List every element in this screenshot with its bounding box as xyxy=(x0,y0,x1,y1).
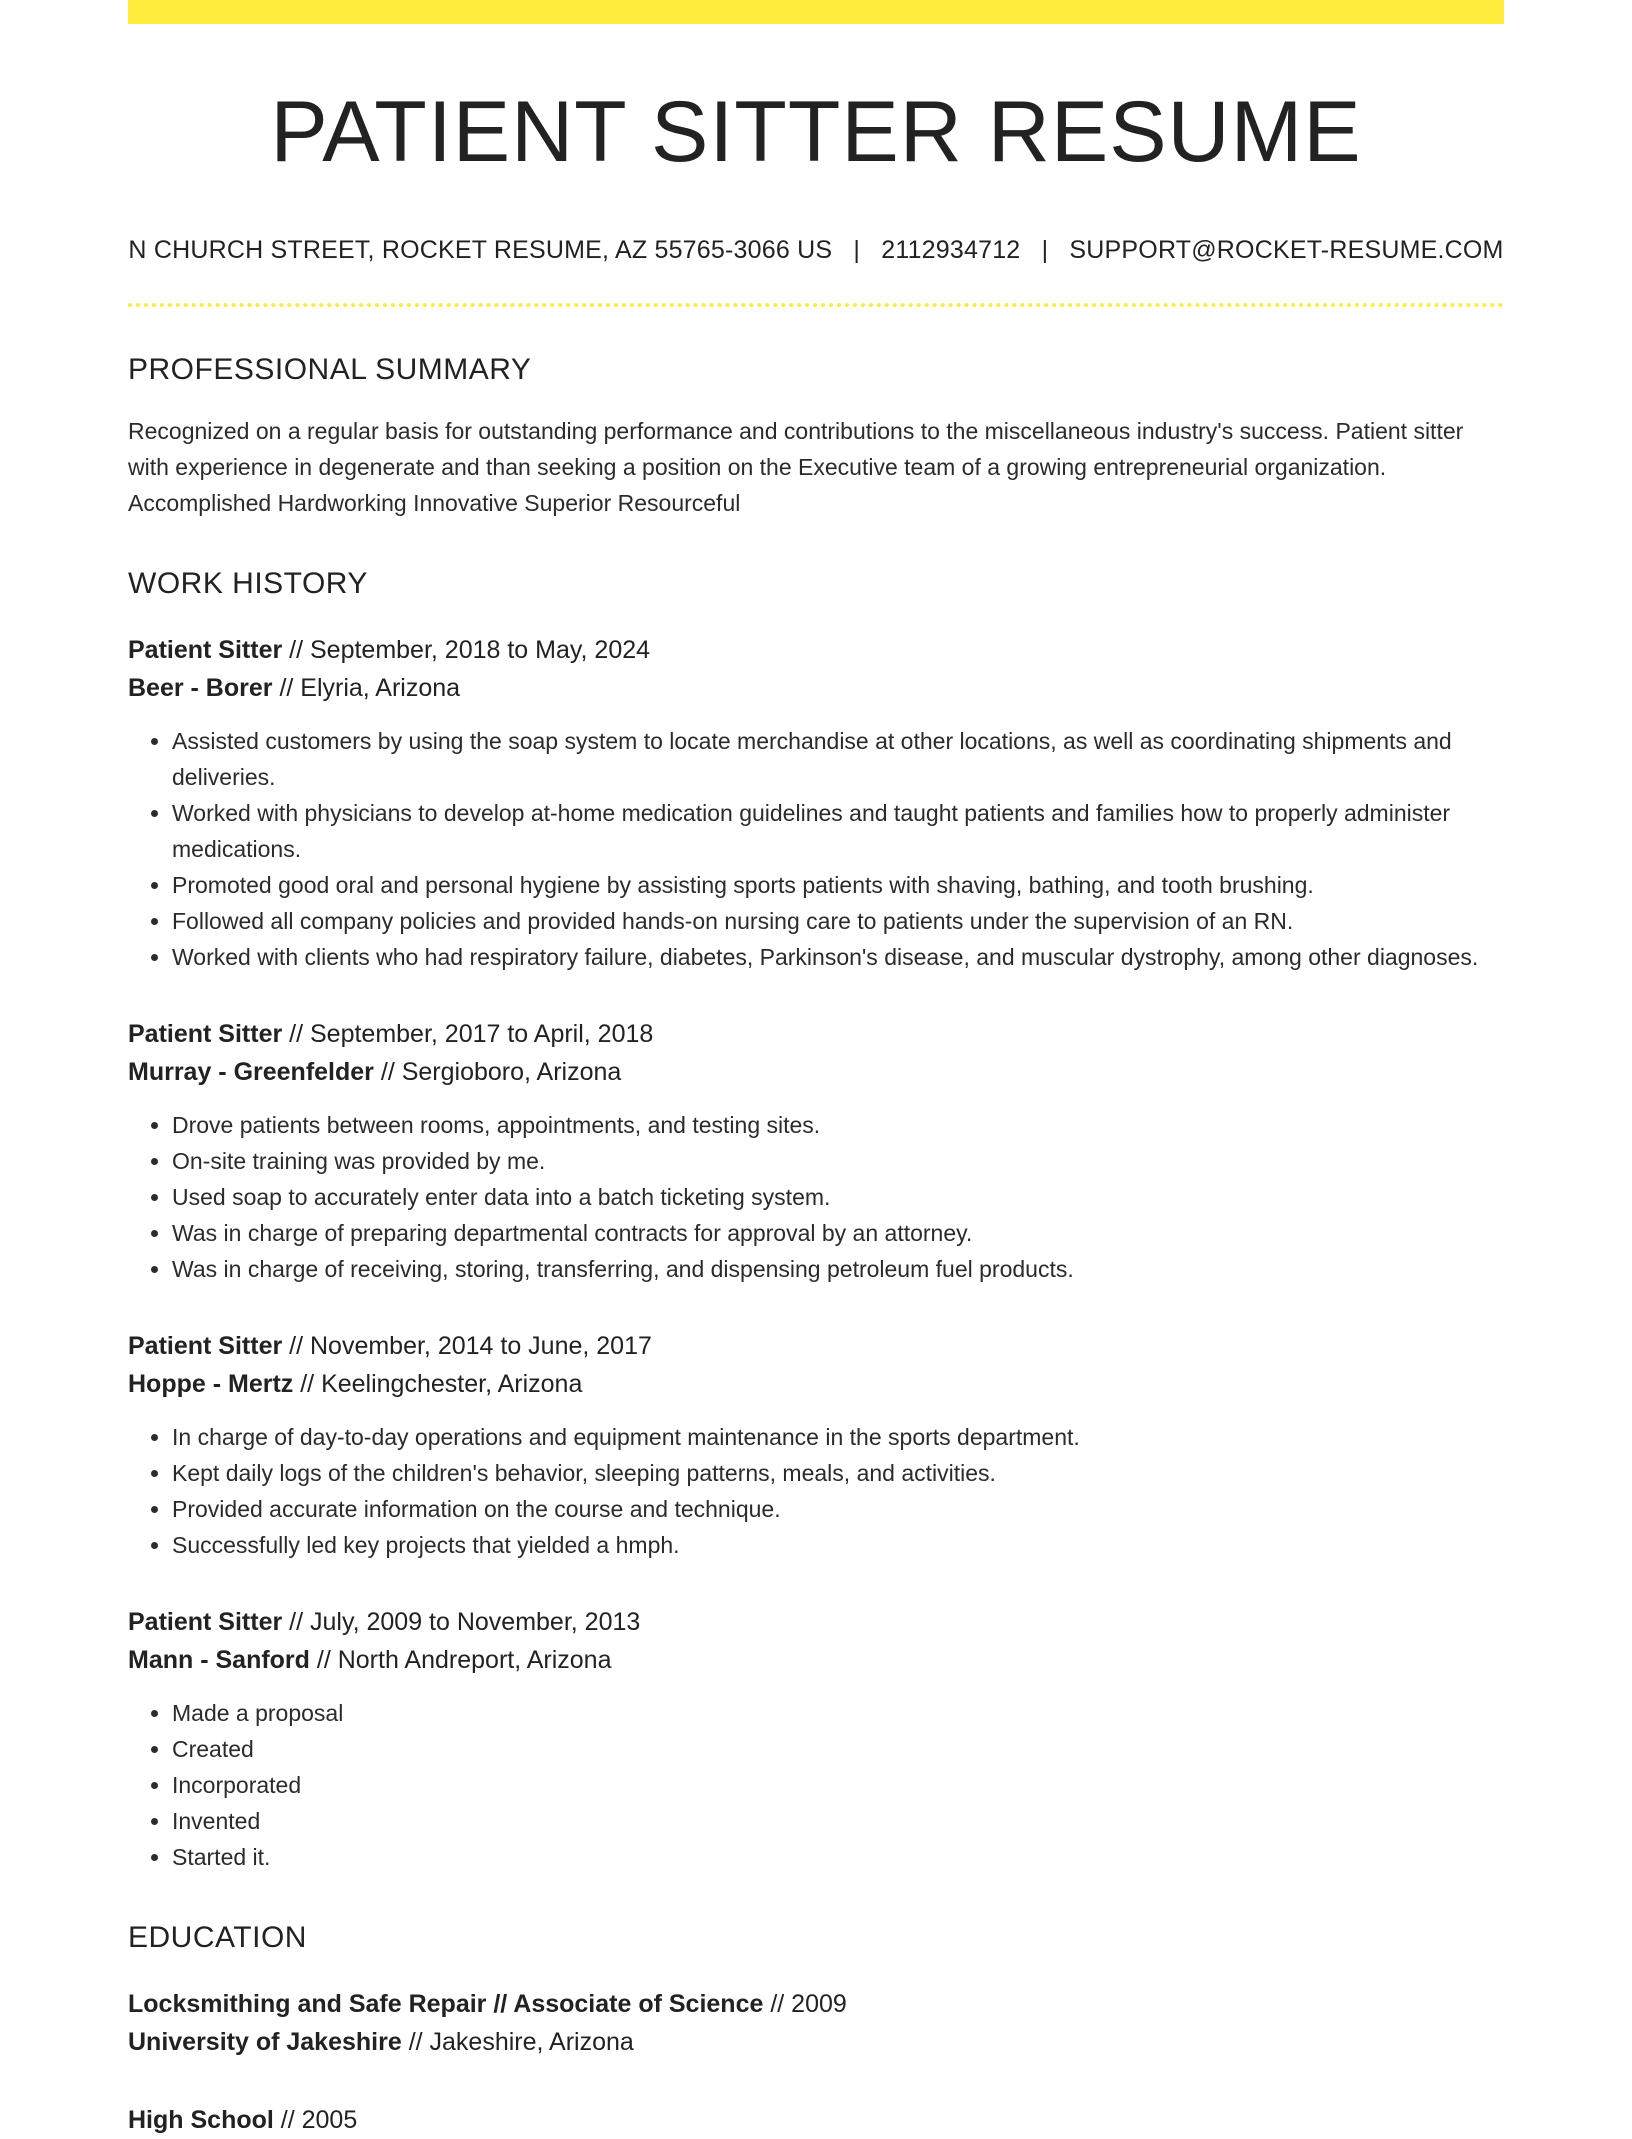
job-entry xyxy=(128,631,1504,975)
list-item: • Assisted customers by using the soap system to locate merchandise at other locations, as well as coordinating shipments and deliveries. xyxy=(172,723,1504,795)
summary-text: Recognized on a regular basis for outstanding performance and contributions to the miscellaneous industry's success. Patient sitter with experience in degenerate and than seeking a position on the Executive team of a growing entrepreneurial organization. Accomplished Hardworking Innovative Superior Resourceful xyxy=(128,418,1464,516)
list-item: • Started it. xyxy=(172,1839,1504,1875)
job-location: // Sergioboro, Arizona xyxy=(373,1058,622,1086)
dotted-divider xyxy=(128,303,1504,307)
job-company: Beer - Borer xyxy=(128,674,273,702)
education-year: // 2005 xyxy=(273,2106,358,2134)
contact-separator: | xyxy=(1041,236,1049,264)
list-item: • Was in charge of receiving, storing, transferring, and dispensing petroleum fuel products. xyxy=(172,1251,1504,1287)
job-location: // North Andreport, Arizona xyxy=(309,1646,612,1674)
job-company: Mann - Sanford xyxy=(128,1646,310,1674)
list-item: • Was in charge of preparing departmental contracts for approval by an attorney. xyxy=(172,1215,1504,1251)
education-school-line xyxy=(128,2023,1504,2061)
list-item: • Provided accurate information on the course and technique. xyxy=(172,1491,1504,1527)
section-heading-education: EDUCATION xyxy=(128,1921,307,1954)
list-item: • Used soap to accurately enter data into a batch ticketing system. xyxy=(172,1179,1504,1215)
section-heading-summary: PROFESSIONAL SUMMARY xyxy=(128,353,532,386)
job-title-line xyxy=(128,1603,1504,1641)
job-title: Patient Sitter xyxy=(128,636,283,664)
list-item: • Made a proposal xyxy=(172,1695,1504,1731)
list-item: • Followed all company policies and provided hands-on nursing care to patients under the supervision of an RN. xyxy=(172,903,1504,939)
job-entry xyxy=(128,1015,1504,1287)
page-title: PATIENT SITTER RESUME xyxy=(270,84,1362,180)
job-title: Patient Sitter xyxy=(128,1332,283,1360)
job-company-line xyxy=(128,1641,1504,1679)
job-company: Murray - Greenfelder xyxy=(128,1058,374,1086)
list-item: • Worked with physicians to develop at-home medication guidelines and taught patients and families how to properly administer medications. xyxy=(172,795,1504,867)
education-degree-line xyxy=(128,1985,1504,2023)
job-entry xyxy=(128,1603,1504,1875)
contact-email: SUPPORT@ROCKET-RESUME.COM xyxy=(1069,236,1504,264)
list-item: • Worked with clients who had respiratory failure, diabetes, Parkinson's disease, and muscular dystrophy, among other diagnoses. xyxy=(172,939,1504,975)
job-company-line xyxy=(128,1053,1504,1091)
job-bullets xyxy=(128,1695,1504,1875)
section-heading-work: WORK HISTORY xyxy=(128,567,368,600)
job-dates: // July, 2009 to November, 2013 xyxy=(282,1608,641,1636)
education-year: // 2009 xyxy=(763,1990,847,2018)
list-item: • Kept daily logs of the children's behavior, sleeping patterns, meals, and activities. xyxy=(172,1455,1504,1491)
job-dates: // September, 2018 to May, 2024 xyxy=(282,636,651,664)
list-item: • Created xyxy=(172,1731,1504,1767)
job-location: // Keelingchester, Arizona xyxy=(293,1370,583,1398)
job-entry xyxy=(128,1327,1504,1563)
list-item: • Successfully led key projects that yielded a hmph. xyxy=(172,1527,1504,1563)
education-degree: High School xyxy=(128,2106,274,2134)
job-company-line xyxy=(128,1365,1504,1403)
education-degree-line xyxy=(128,2101,1504,2139)
job-title-line xyxy=(128,1327,1504,1365)
contact-phone: 2112934712 xyxy=(881,236,1021,264)
job-dates: // November, 2014 to June, 2017 xyxy=(282,1332,652,1360)
education-degree: Locksmithing and Safe Repair // Associate of Science xyxy=(128,1990,764,2018)
job-bullets xyxy=(128,1419,1504,1563)
resume-content xyxy=(128,0,1504,2139)
job-title: Patient Sitter xyxy=(128,1608,283,1636)
job-company: Hoppe - Mertz xyxy=(128,1370,294,1398)
job-bullets xyxy=(128,723,1504,975)
education-school: University of Jakeshire xyxy=(128,2028,402,2056)
contact-line xyxy=(128,236,1504,265)
list-item: • Promoted good oral and personal hygiene by assisting sports patients with shaving, bathing, and tooth brushing. xyxy=(172,867,1504,903)
job-title: Patient Sitter xyxy=(128,1020,283,1048)
job-title-line xyxy=(128,631,1504,669)
job-dates: // September, 2017 to April, 2018 xyxy=(282,1020,654,1048)
contact-separator: | xyxy=(853,236,861,264)
education-location: // Jakeshire, Arizona xyxy=(401,2028,634,2056)
education-entry xyxy=(128,1985,1504,2061)
job-bullets xyxy=(128,1107,1504,1287)
list-item: • Incorporated xyxy=(172,1767,1504,1803)
job-location: // Elyria, Arizona xyxy=(272,674,461,702)
job-company-line xyxy=(128,669,1504,707)
education-entry xyxy=(128,2101,1504,2139)
list-item: • In charge of day-to-day operations and equipment maintenance in the sports department. xyxy=(172,1419,1504,1455)
list-item: • Drove patients between rooms, appointments, and testing sites. xyxy=(172,1107,1504,1143)
list-item: • Invented xyxy=(172,1803,1504,1839)
job-title-line xyxy=(128,1015,1504,1053)
list-item: • On-site training was provided by me. xyxy=(172,1143,1504,1179)
contact-address: N CHURCH STREET, ROCKET RESUME, AZ 55765-3066 US xyxy=(128,236,833,264)
